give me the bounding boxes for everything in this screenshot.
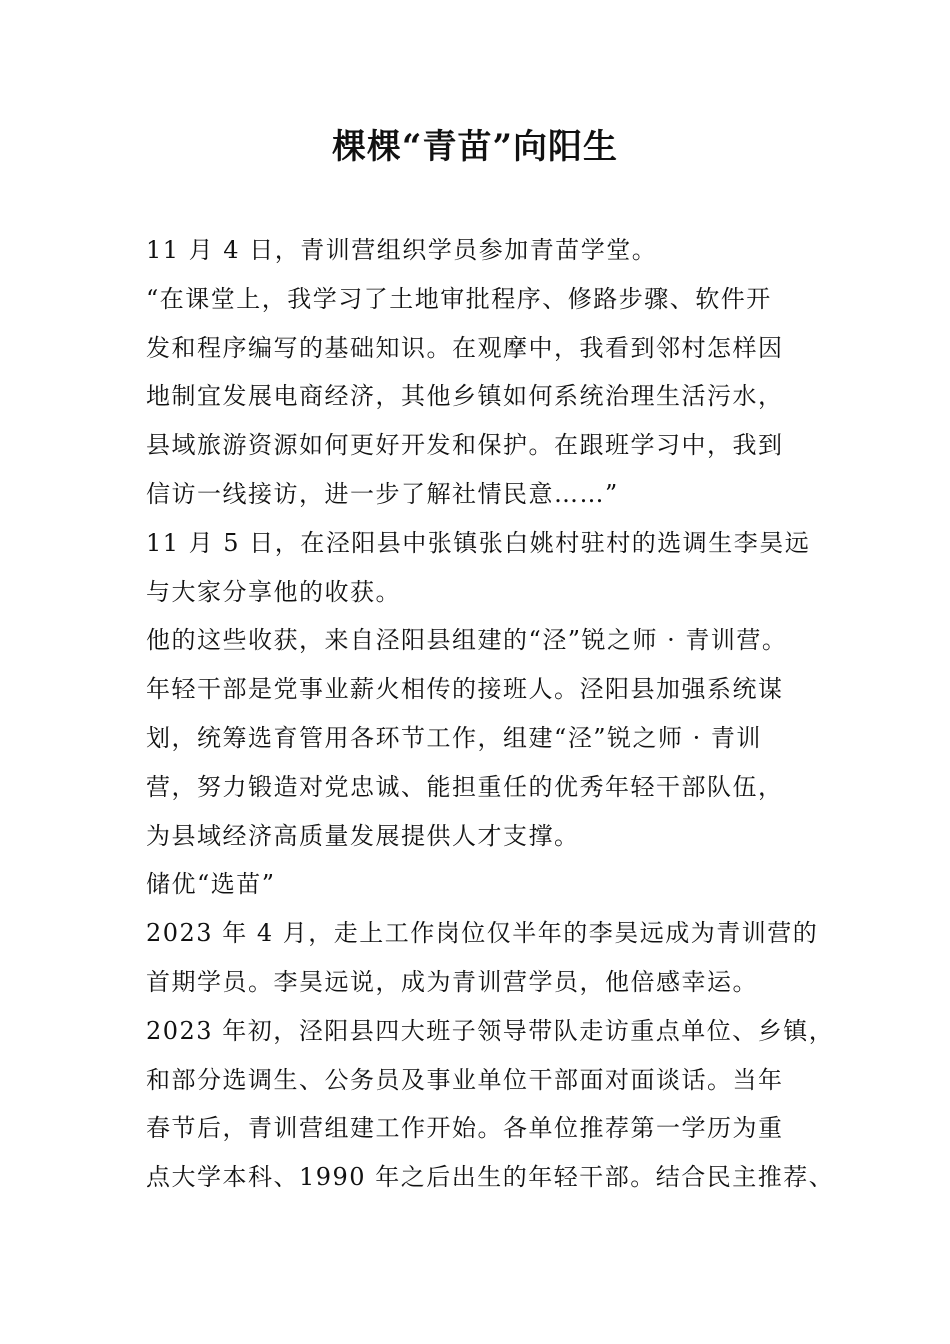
- text-line: 11 月 4 日，青训营组织学员参加青苗学堂。: [146, 236, 658, 264]
- text-line: 点大学本科、1990 年之后出生的年轻干部。结合民主推荐、: [146, 1163, 835, 1192]
- text-line: 信访一线接访，进一步了解社情民意……”: [146, 479, 619, 508]
- text-line: 县域旅游资源如何更好开发和保护。在跟班学习中，我到: [146, 431, 784, 460]
- text-line: 划，统筹选育管用各环节工作，组建“泾”锐之师 · 青训: [146, 723, 762, 752]
- text-line: 春节后，青训营组建工作开始。各单位推荐第一学历为重: [146, 1114, 784, 1143]
- text-line: 与大家分享他的收获。: [146, 577, 401, 606]
- text-line: 发和程序编写的基础知识。在观摩中，我看到邻村怎样因: [146, 333, 784, 362]
- text-line: 为县域经济高质量发展提供人才支撑。: [146, 821, 580, 850]
- document-title: 棵棵“青苗”向阳生: [331, 127, 619, 167]
- text-line: 2023 年初，泾阳县四大班子领导带队走访重点单位、乡镇，: [146, 1016, 835, 1045]
- text-line: 他的这些收获，来自泾阳县组建的“泾”锐之师 · 青训营。: [146, 626, 788, 655]
- text-line: 和部分选调生、公务员及事业单位干部面对面谈话。当年: [146, 1065, 784, 1094]
- section-heading: 储优“选苗”: [146, 870, 276, 899]
- document-body: [146, 226, 836, 1202]
- text-line: 首期学员。李昊远说，成为青训营学员，他倍感幸运。: [146, 967, 758, 996]
- text-line: “在课堂上，我学习了土地审批程序、修路步骤、软件开: [146, 284, 772, 313]
- text-line: 11 月 5 日，在泾阳县中张镇张白姚村驻村的选调生李昊远: [146, 528, 811, 557]
- text-line: 2023 年 4 月，走上工作岗位仅半年的李昊远成为青训营的: [146, 919, 819, 948]
- text-line: 营，努力锻造对党忠诚、能担重任的优秀年轻干部队伍，: [146, 772, 784, 801]
- text-line: 地制宜发展电商经济，其他乡镇如何系统治理生活污水，: [146, 382, 784, 411]
- text-line: 年轻干部是党事业薪火相传的接班人。泾阳县加强系统谋: [146, 675, 784, 704]
